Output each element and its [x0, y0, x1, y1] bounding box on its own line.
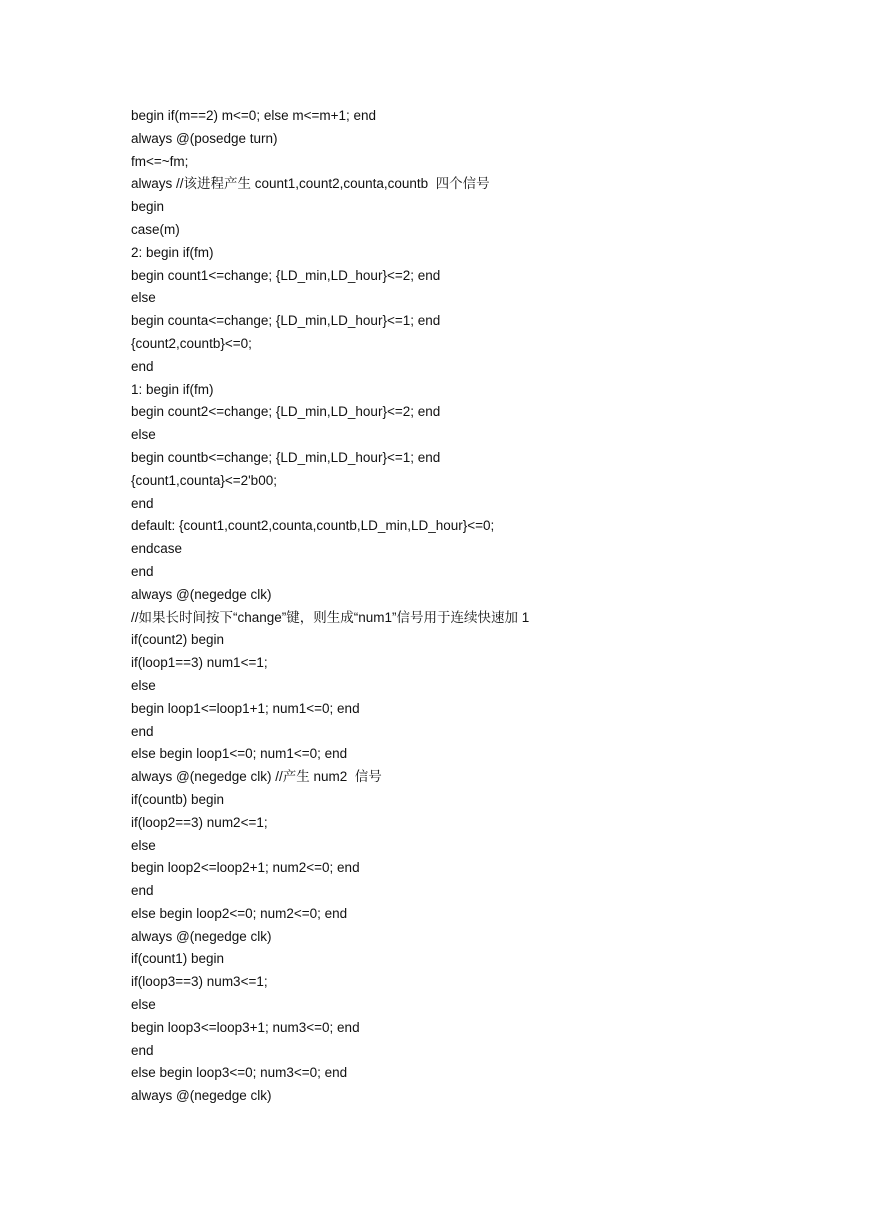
code-line: {count1,counta}<=2'b00; [131, 472, 277, 488]
code-line: end [131, 358, 154, 374]
code-line: always @(posedge turn) [131, 130, 278, 146]
code-line: always @(negedge clk) [131, 1088, 272, 1104]
code-line: begin [131, 199, 165, 215]
code-line: 2: begin if(fm) [131, 244, 214, 260]
code-line: if(loop2==3) num2<=1; [131, 814, 268, 830]
code-line: begin counta<=change; {LD_min,LD_hour}<=1; end [131, 313, 441, 329]
code-line: begin count1<=change; {LD_min,LD_hour}<=2; end [131, 267, 441, 283]
code-line: else [131, 677, 156, 693]
code-line: if(loop3==3) num3<=1; [131, 974, 268, 990]
code-line: {count2,countb}<=0; [131, 335, 252, 351]
code-line: else begin loop2<=0; num2<=0; end [131, 905, 348, 921]
code-line: end [131, 1042, 154, 1058]
code-line: case(m) [131, 221, 180, 237]
code-line: if(loop1==3) num1<=1; [131, 655, 268, 671]
code-line: always @(negedge clk) [131, 586, 272, 602]
code-line: end [131, 563, 154, 579]
code-line: default: {count1,count2,counta,countb,LD_min,LD_hour}<=0; [131, 518, 495, 534]
code-line: else begin loop1<=0; num1<=0; end [131, 746, 348, 762]
code-comment-line: //如果长时间按下“change”键，则生成“num1”信号用于连续快速加 1 [131, 609, 530, 625]
code-comment-line: always //该进程产生 count1,count2,counta,countb 四个信号 [131, 176, 490, 192]
code-line: else [131, 997, 156, 1013]
code-line: else [131, 837, 156, 853]
code-line: fm<=~fm; [131, 153, 189, 169]
code-line: if(countb) begin [131, 791, 225, 807]
code-line: endcase [131, 541, 183, 557]
code-line: else begin loop3<=0; num3<=0; end [131, 1065, 348, 1081]
code-line: begin loop3<=loop3+1; num3<=0; end [131, 1019, 360, 1035]
code-line: end [131, 723, 154, 739]
code-line: if(count1) begin [131, 951, 225, 967]
code-line: 1: begin if(fm) [131, 381, 214, 397]
code-line: else [131, 427, 156, 443]
code-line: begin if(m==2) m<=0; else m<=m+1; end [131, 108, 377, 123]
code-comment-line: always @(negedge clk) //产生 num2 信号 [131, 769, 382, 785]
code-line: begin loop1<=loop1+1; num1<=0; end [131, 700, 360, 716]
code-line: begin loop2<=loop2+1; num2<=0; end [131, 860, 360, 876]
code-line: begin countb<=change; {LD_min,LD_hour}<=1; end [131, 449, 441, 465]
code-line: begin count2<=change; {LD_min,LD_hour}<=2; end [131, 404, 441, 420]
code-line: else [131, 290, 156, 306]
code-line: end [131, 495, 154, 511]
code-line: end [131, 883, 154, 899]
code-listing [131, 105, 831, 1108]
code-line: always @(negedge clk) [131, 928, 272, 944]
code-line: if(count2) begin [131, 632, 225, 648]
